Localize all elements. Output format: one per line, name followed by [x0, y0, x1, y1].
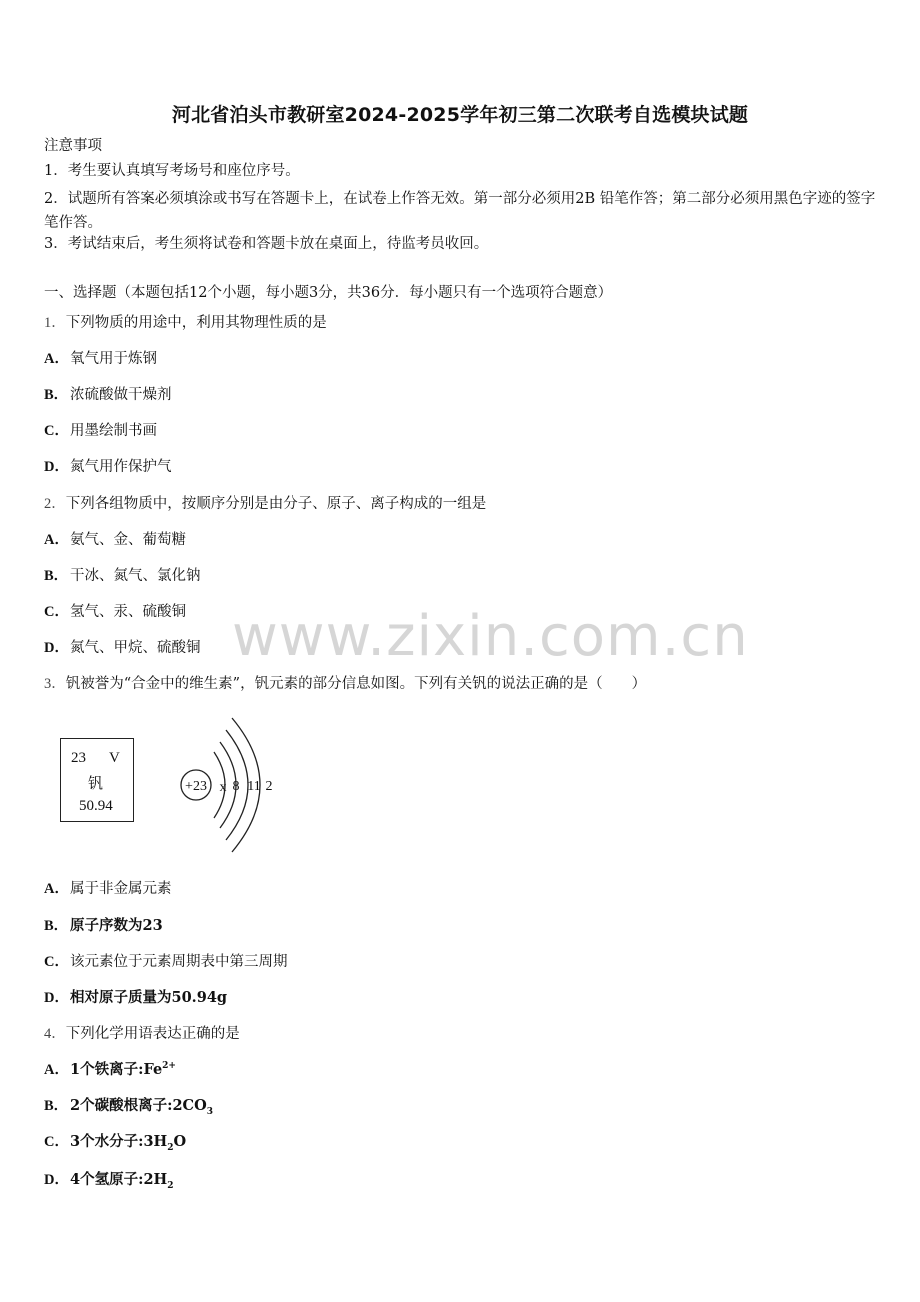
option-key: D． — [44, 990, 69, 1006]
watermark: www.zixin.com.cn — [232, 604, 749, 669]
option-key: B． — [44, 918, 69, 934]
option-text: 1个铁离子:Fe — [70, 1061, 163, 1078]
option-text: 氮气、甲烷、硫酸铜 — [70, 640, 201, 656]
option-key: C． — [44, 604, 69, 620]
option-4d[interactable] — [44, 1170, 174, 1190]
option-text: 干冰、氮气、氯化钠 — [70, 568, 201, 584]
option-3d[interactable] — [44, 988, 227, 1008]
option-key: D． — [44, 459, 69, 475]
option-text: 属于非金属元素 — [70, 881, 172, 897]
option-key: A． — [44, 532, 69, 548]
option-subscript: 2 — [167, 1142, 174, 1153]
option-text: 相对原子质量为50.94g — [70, 989, 228, 1006]
atom-structure-diagram — [170, 712, 290, 862]
option-2b[interactable] — [44, 566, 201, 586]
option-text: 浓硫酸做干燥剂 — [70, 387, 172, 403]
option-text: 3个水分子:3H — [70, 1133, 168, 1150]
option-key: A． — [44, 351, 69, 367]
atomic-mass: 50.94 — [79, 798, 113, 814]
option-text: 用墨绘制书画 — [70, 423, 157, 439]
option-subscript: 3 — [206, 1106, 213, 1117]
shell-count-3: 11 — [247, 779, 261, 794]
option-1c[interactable] — [44, 421, 157, 441]
notes-heading: 注意事项 — [44, 138, 102, 154]
question-number: 3． — [44, 676, 66, 692]
option-1d[interactable] — [44, 457, 172, 477]
option-key: C． — [44, 423, 69, 439]
question-number: 2． — [44, 496, 66, 512]
note-item-1: 1．考生要认真填写考场号和座位序号。 — [44, 163, 300, 179]
option-text-tail: O — [173, 1133, 187, 1150]
question-stem: 下列化学用语表达正确的是 — [65, 1026, 240, 1042]
shell-count-2: 8 — [232, 779, 240, 794]
option-key: C． — [44, 1134, 69, 1150]
option-text: 原子序数为23 — [70, 917, 163, 934]
question-number: 1． — [44, 315, 66, 331]
option-1b[interactable] — [44, 385, 172, 405]
option-4a[interactable] — [44, 1060, 176, 1080]
option-key: B． — [44, 387, 69, 403]
option-4b[interactable] — [44, 1096, 213, 1116]
question-3 — [44, 674, 646, 694]
question-stem: 钒被誉为“合金中的维生素”，钒元素的部分信息如图。下列有关钒的说法正确的是（ ） — [65, 676, 647, 692]
section-heading: 一、选择题（本题包括12个小题，每小题3分，共36分．每小题只有一个选项符合题意） — [44, 285, 613, 301]
question-stem: 下列物质的用途中，利用其物理性质的是 — [65, 315, 327, 331]
option-2c[interactable] — [44, 602, 186, 622]
option-2d[interactable] — [44, 638, 201, 658]
element-card — [60, 738, 134, 822]
option-3c[interactable] — [44, 952, 288, 972]
option-text: 氮气用作保护气 — [70, 459, 172, 475]
option-text: 4个氢原子:2H — [70, 1171, 168, 1188]
atomic-number: 23 — [71, 750, 86, 766]
element-name: 钒 — [88, 774, 104, 792]
question-stem: 下列各组物质中，按顺序分别是由分子、原子、离子构成的一组是 — [65, 496, 487, 512]
option-text: 2个碳酸根离子:2CO — [70, 1097, 207, 1114]
option-key: A． — [44, 881, 69, 897]
question-1 — [44, 313, 327, 333]
question-4 — [44, 1024, 240, 1044]
option-key: B． — [44, 1098, 69, 1114]
option-superscript: 2+ — [162, 1061, 176, 1072]
element-symbol: V — [109, 750, 120, 766]
option-key: A． — [44, 1062, 69, 1078]
option-key: D． — [44, 1172, 69, 1188]
option-1a[interactable] — [44, 349, 157, 369]
page-title: 河北省泊头市教研室2024-2025学年初三第二次联考自选模块试题 — [171, 104, 749, 126]
option-text: 氢气、汞、硫酸铜 — [70, 604, 186, 620]
option-key: C． — [44, 954, 69, 970]
question-number: 4． — [44, 1026, 66, 1042]
shell-count-1: x — [219, 780, 227, 795]
nucleus-charge: +23 — [185, 779, 207, 794]
option-3b[interactable] — [44, 916, 163, 936]
option-key: B． — [44, 568, 69, 584]
note-item-2: 2．试题所有答案必须填涂或书写在答题卡上，在试卷上作答无效。第一部分必须用2B 铅笔作答；第二部分必须用黑色字迹的签字笔作答。 — [44, 191, 876, 231]
option-key: D． — [44, 640, 69, 656]
option-3a[interactable] — [44, 879, 172, 899]
option-text: 氧气用于炼钢 — [70, 351, 157, 367]
note-item-3: 3．考试结束后，考生须将试卷和答题卡放在桌面上，待监考员收回。 — [44, 236, 489, 252]
question-2 — [44, 494, 486, 514]
option-4c[interactable] — [44, 1132, 186, 1152]
option-2a[interactable] — [44, 530, 186, 550]
option-text: 氨气、金、葡萄糖 — [70, 532, 186, 548]
option-text: 该元素位于元素周期表中第三周期 — [70, 954, 288, 970]
option-subscript: 2 — [167, 1180, 174, 1191]
shell-count-4: 2 — [265, 779, 273, 794]
